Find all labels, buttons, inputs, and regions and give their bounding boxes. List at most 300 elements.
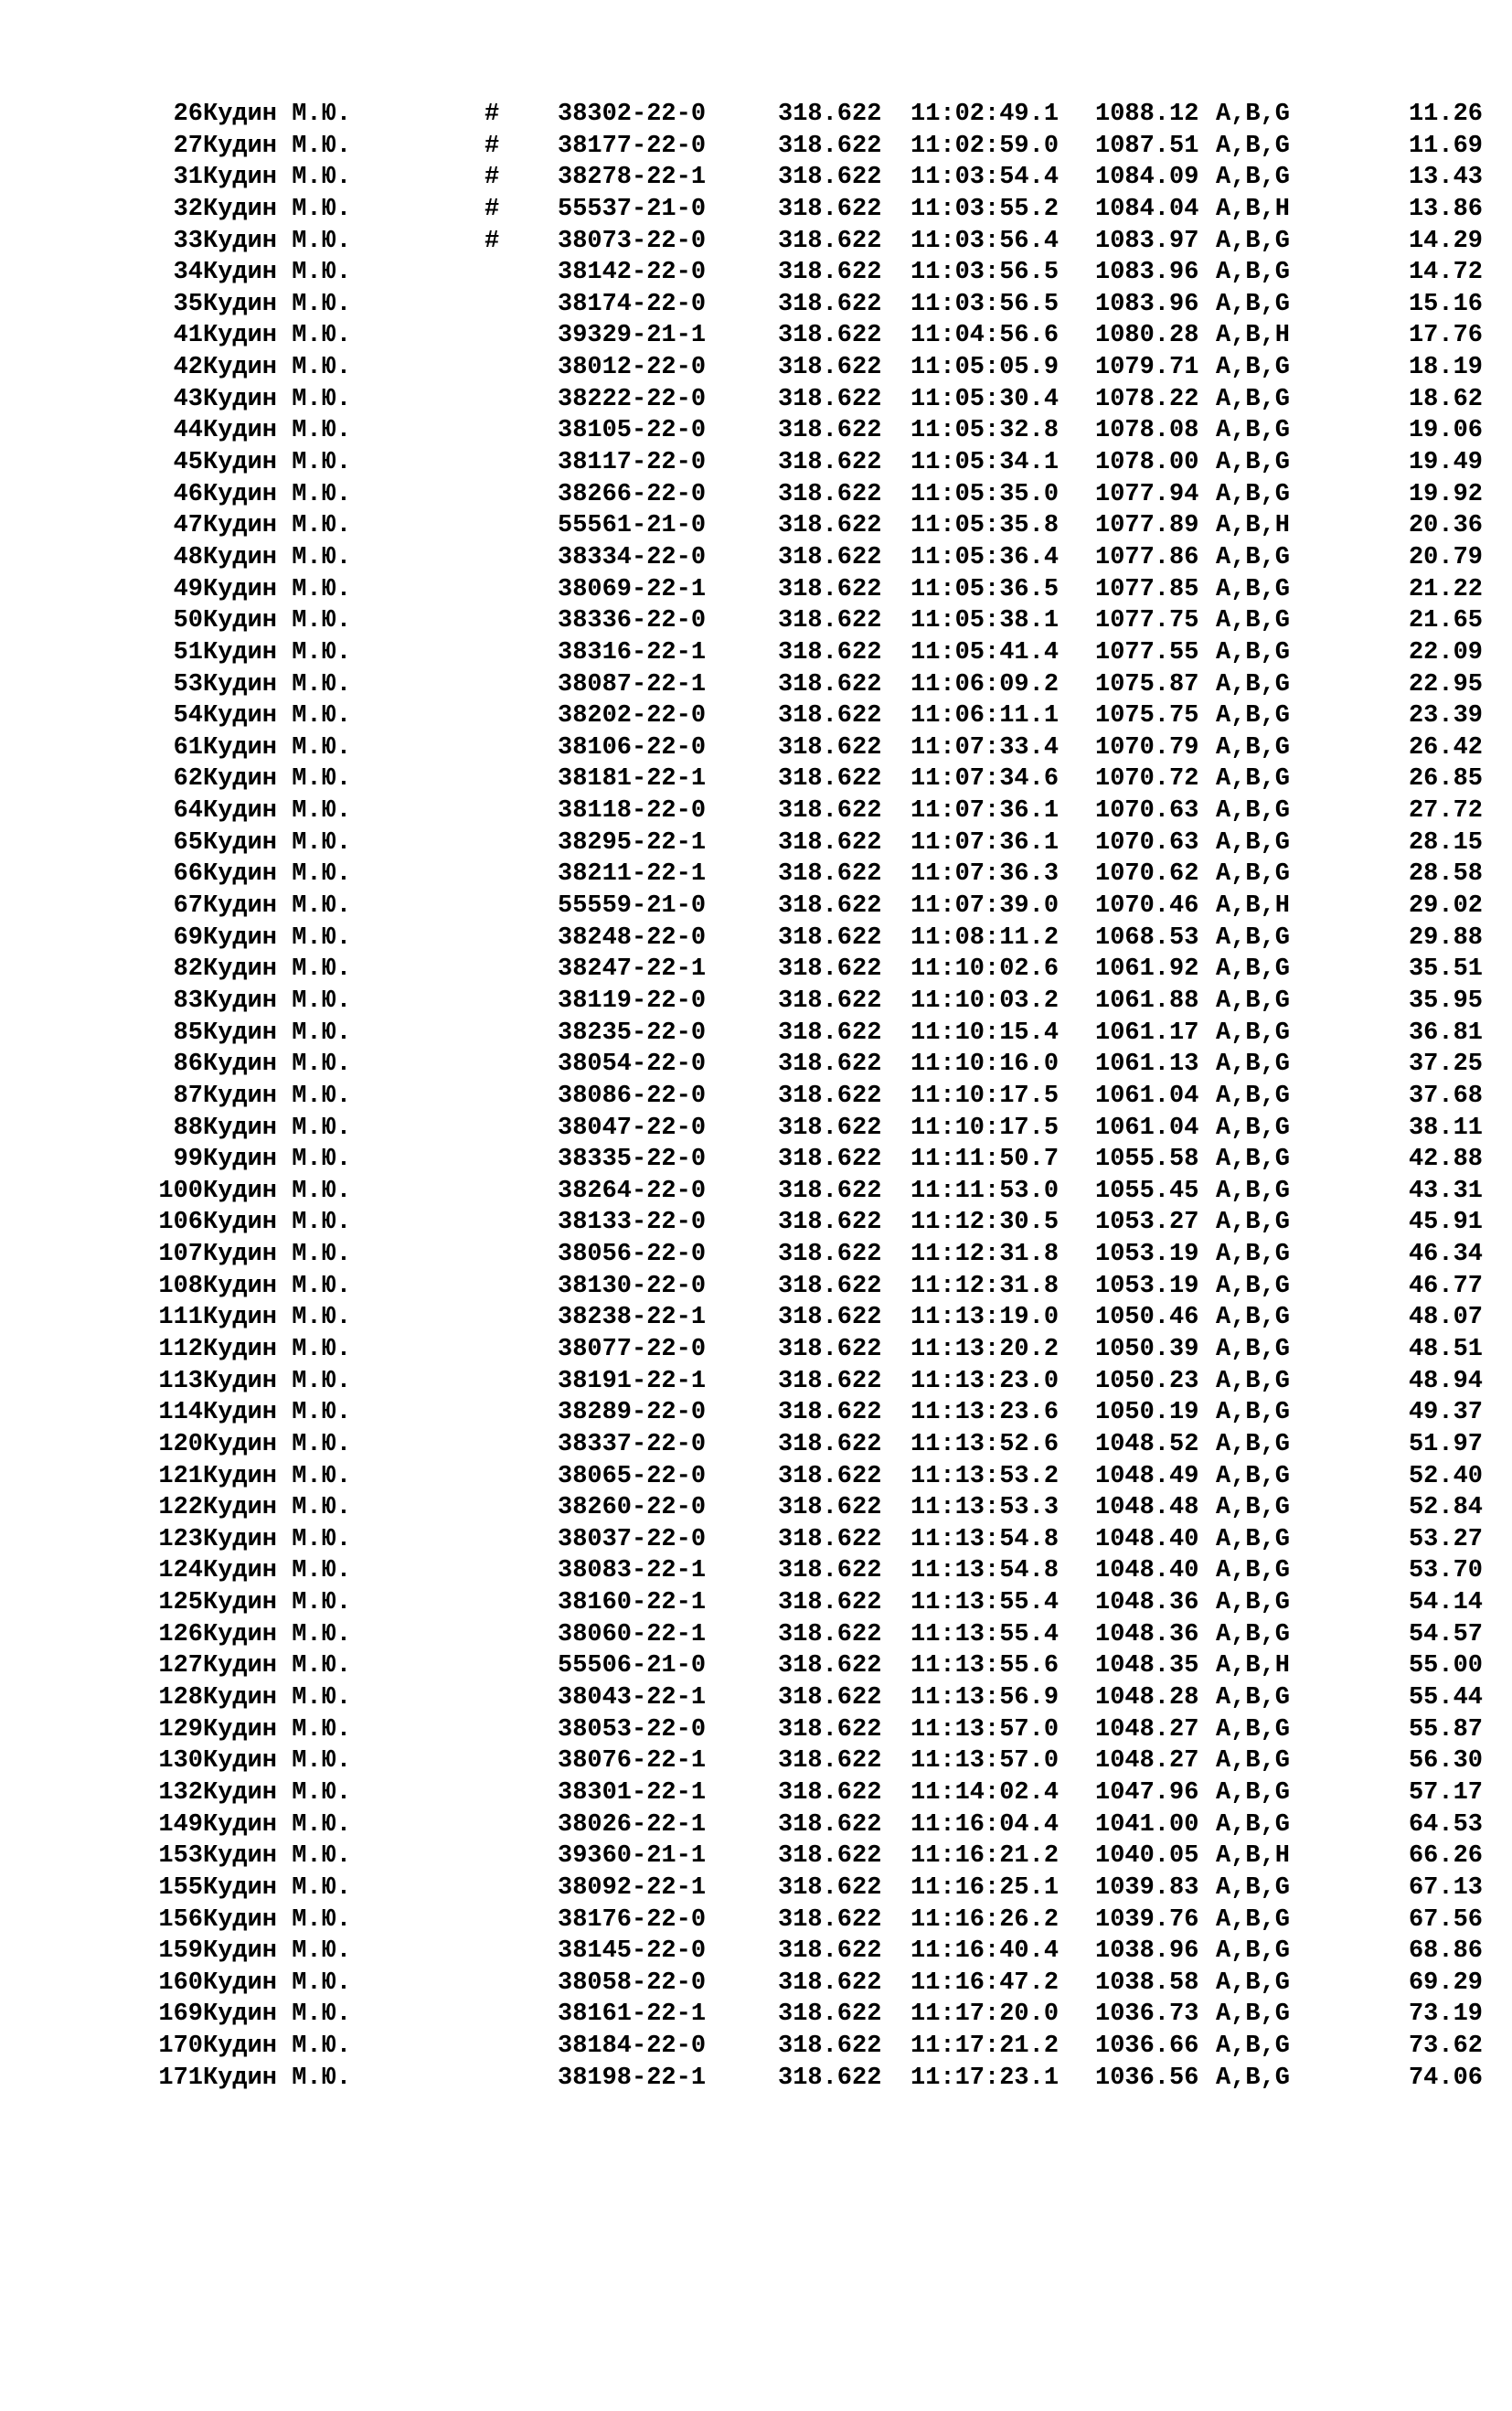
- quality-code: A,B,G: [1216, 1873, 1291, 1902]
- list-item: [0, 954, 1512, 986]
- list-item: [0, 226, 1512, 258]
- time-value: 11:03:54.4: [910, 164, 1059, 192]
- object-id: 38073-22-0: [558, 227, 707, 255]
- offset-value: 37.68: [1408, 1082, 1483, 1110]
- range-value: 1084.09: [1095, 164, 1199, 192]
- row-number: 156: [158, 1905, 203, 1934]
- time-value: 11:05:35.8: [910, 512, 1059, 540]
- time-value: 11:05:35.0: [910, 480, 1059, 508]
- object-id: 38211-22-1: [558, 860, 707, 889]
- object-id: 38076-22-1: [558, 1747, 707, 1776]
- observer-name: Кудин М.Ю.: [203, 290, 352, 318]
- time-value: 11:10:17.5: [910, 1082, 1059, 1110]
- object-id: 38181-22-1: [558, 765, 707, 794]
- quality-code: A,B,G: [1216, 2064, 1291, 2092]
- list-item: [0, 1872, 1512, 1904]
- object-id: 38145-22-0: [558, 1937, 707, 1966]
- offset-value: 15.16: [1408, 290, 1483, 318]
- time-value: 11:05:38.1: [910, 607, 1059, 635]
- object-id: 38117-22-0: [558, 449, 707, 477]
- flag-mark: #: [484, 195, 500, 223]
- observer-name: Кудин М.Ю.: [203, 638, 352, 667]
- day-value: 318.622: [778, 227, 882, 255]
- offset-value: 21.22: [1408, 575, 1483, 603]
- list-item: [0, 763, 1512, 795]
- time-value: 11:03:55.2: [910, 195, 1059, 223]
- observer-name: Кудин М.Ю.: [203, 1557, 352, 1585]
- observer-name: Кудин М.Ю.: [203, 1367, 352, 1395]
- day-value: 318.622: [778, 702, 882, 731]
- time-value: 11:10:17.5: [910, 1114, 1059, 1142]
- list-item: [0, 1840, 1512, 1872]
- object-id: 38278-22-1: [558, 164, 707, 192]
- day-value: 318.622: [778, 860, 882, 889]
- row-number: 45: [173, 449, 203, 477]
- observer-name: Кудин М.Ю.: [203, 987, 352, 1015]
- list-item: [0, 637, 1512, 669]
- day-value: 318.622: [778, 733, 882, 762]
- day-value: 318.622: [778, 1842, 882, 1871]
- offset-value: 67.56: [1408, 1905, 1483, 1934]
- row-number: 121: [158, 1462, 203, 1490]
- object-id: 38222-22-0: [558, 385, 707, 413]
- offset-value: 28.58: [1408, 860, 1483, 889]
- object-id: 38248-22-0: [558, 923, 707, 952]
- range-value: 1070.63: [1095, 797, 1199, 826]
- offset-value: 26.85: [1408, 765, 1483, 794]
- object-id: 38037-22-0: [558, 1525, 707, 1553]
- quality-code: A,B,G: [1216, 1778, 1291, 1807]
- offset-value: 35.95: [1408, 987, 1483, 1015]
- list-item: [0, 99, 1512, 131]
- quality-code: A,B,G: [1216, 860, 1291, 889]
- offset-value: 45.91: [1408, 1209, 1483, 1237]
- offset-value: 37.25: [1408, 1051, 1483, 1079]
- time-value: 11:02:49.1: [910, 101, 1059, 128]
- object-id: 55537-21-0: [558, 195, 707, 223]
- observer-name: Кудин М.Ю.: [203, 164, 352, 192]
- observer-name: Кудин М.Ю.: [203, 1430, 352, 1458]
- row-number: 86: [173, 1051, 203, 1079]
- row-number: 67: [173, 892, 203, 921]
- list-item: [0, 1587, 1512, 1619]
- day-value: 318.622: [778, 765, 882, 794]
- day-value: 318.622: [778, 1241, 882, 1269]
- range-value: 1070.63: [1095, 828, 1199, 857]
- observer-name: Кудин М.Ю.: [203, 670, 352, 699]
- day-value: 318.622: [778, 1968, 882, 1997]
- range-value: 1038.96: [1095, 1937, 1199, 1966]
- time-value: 11:13:57.0: [910, 1747, 1059, 1776]
- quality-code: A,B,G: [1216, 828, 1291, 857]
- time-value: 11:16:26.2: [910, 1905, 1059, 1934]
- range-value: 1039.76: [1095, 1905, 1199, 1934]
- day-value: 318.622: [778, 987, 882, 1015]
- range-value: 1048.49: [1095, 1462, 1199, 1490]
- offset-value: 64.53: [1408, 1810, 1483, 1839]
- row-number: 108: [158, 1272, 203, 1300]
- object-id: 38087-22-1: [558, 670, 707, 699]
- range-value: 1050.39: [1095, 1335, 1199, 1363]
- observer-name: Кудин М.Ю.: [203, 702, 352, 731]
- time-value: 11:16:21.2: [910, 1842, 1059, 1871]
- range-value: 1040.05: [1095, 1842, 1199, 1871]
- offset-value: 73.62: [1408, 2032, 1483, 2061]
- day-value: 318.622: [778, 1367, 882, 1395]
- day-value: 318.622: [778, 1525, 882, 1553]
- time-value: 11:13:55.6: [910, 1652, 1059, 1680]
- offset-value: 52.84: [1408, 1494, 1483, 1522]
- offset-value: 19.06: [1408, 417, 1483, 445]
- observer-name: Кудин М.Ю.: [203, 132, 352, 160]
- list-item: [0, 669, 1512, 701]
- time-value: 11:11:53.0: [910, 1177, 1059, 1205]
- day-value: 318.622: [778, 2064, 882, 2092]
- range-value: 1077.75: [1095, 607, 1199, 635]
- quality-code: A,B,G: [1216, 1715, 1291, 1744]
- observer-name: Кудин М.Ю.: [203, 512, 352, 540]
- observer-name: Кудин М.Ю.: [203, 385, 352, 413]
- range-value: 1050.46: [1095, 1304, 1199, 1332]
- day-value: 318.622: [778, 638, 882, 667]
- range-value: 1078.00: [1095, 449, 1199, 477]
- observer-name: Кудин М.Ю.: [203, 2032, 352, 2061]
- object-id: 38160-22-1: [558, 1589, 707, 1617]
- time-value: 11:13:55.4: [910, 1589, 1059, 1617]
- row-number: 125: [158, 1589, 203, 1617]
- range-value: 1084.04: [1095, 195, 1199, 223]
- row-number: 126: [158, 1620, 203, 1648]
- time-value: 11:16:47.2: [910, 1968, 1059, 1997]
- day-value: 318.622: [778, 1652, 882, 1680]
- quality-code: A,B,G: [1216, 354, 1291, 382]
- offset-value: 22.09: [1408, 638, 1483, 667]
- range-value: 1053.27: [1095, 1209, 1199, 1237]
- row-number: 120: [158, 1430, 203, 1458]
- object-id: 38316-22-1: [558, 638, 707, 667]
- day-value: 318.622: [778, 797, 882, 826]
- quality-code: A,B,G: [1216, 132, 1291, 160]
- list-item: [0, 1334, 1512, 1366]
- quality-code: A,B,G: [1216, 290, 1291, 318]
- observer-name: Кудин М.Ю.: [203, 101, 352, 128]
- observer-name: Кудин М.Ю.: [203, 955, 352, 984]
- range-value: 1061.92: [1095, 955, 1199, 984]
- row-number: 153: [158, 1842, 203, 1871]
- day-value: 318.622: [778, 1399, 882, 1427]
- flag-mark: #: [484, 132, 500, 160]
- day-value: 318.622: [778, 1873, 882, 1902]
- object-id: 38142-22-0: [558, 259, 707, 287]
- day-value: 318.622: [778, 1430, 882, 1458]
- observer-name: Кудин М.Ю.: [203, 923, 352, 952]
- offset-value: 43.31: [1408, 1177, 1483, 1205]
- time-value: 11:05:41.4: [910, 638, 1059, 667]
- quality-code: A,B,G: [1216, 1367, 1291, 1395]
- quality-code: A,B,G: [1216, 1937, 1291, 1966]
- quality-code: A,B,G: [1216, 1968, 1291, 1997]
- observer-name: Кудин М.Ю.: [203, 1462, 352, 1490]
- offset-value: 35.51: [1408, 955, 1483, 984]
- offset-value: 73.19: [1408, 2000, 1483, 2029]
- document-page: [0, 99, 1512, 2094]
- time-value: 11:17:20.0: [910, 2000, 1059, 2029]
- day-value: 318.622: [778, 1620, 882, 1648]
- row-number: 170: [158, 2032, 203, 2061]
- object-id: 38054-22-0: [558, 1051, 707, 1079]
- object-id: 38184-22-0: [558, 2032, 707, 2061]
- object-id: 38058-22-0: [558, 1968, 707, 1997]
- day-value: 318.622: [778, 1272, 882, 1300]
- time-value: 11:03:56.5: [910, 290, 1059, 318]
- time-value: 11:05:30.4: [910, 385, 1059, 413]
- object-id: 38083-22-1: [558, 1557, 707, 1585]
- offset-value: 42.88: [1408, 1146, 1483, 1174]
- list-item: [0, 1492, 1512, 1524]
- day-value: 318.622: [778, 1715, 882, 1744]
- row-number: 62: [173, 765, 203, 794]
- observer-name: Кудин М.Ю.: [203, 1715, 352, 1744]
- list-item: [0, 2031, 1512, 2063]
- object-id: 38247-22-1: [558, 955, 707, 984]
- range-value: 1070.46: [1095, 892, 1199, 921]
- list-item: [0, 1429, 1512, 1461]
- range-value: 1080.28: [1095, 322, 1199, 350]
- range-value: 1048.36: [1095, 1620, 1199, 1648]
- observer-name: Кудин М.Ю.: [203, 1525, 352, 1553]
- list-item: [0, 131, 1512, 163]
- day-value: 318.622: [778, 322, 882, 350]
- range-value: 1077.89: [1095, 512, 1199, 540]
- day-value: 318.622: [778, 512, 882, 540]
- time-value: 11:06:11.1: [910, 702, 1059, 731]
- quality-code: A,B,G: [1216, 1114, 1291, 1142]
- object-id: 38056-22-0: [558, 1241, 707, 1269]
- list-item: [0, 891, 1512, 923]
- object-id: 55559-21-0: [558, 892, 707, 921]
- range-value: 1083.96: [1095, 290, 1199, 318]
- list-item: [0, 1081, 1512, 1113]
- row-number: 149: [158, 1810, 203, 1839]
- list-item: [0, 923, 1512, 955]
- row-number: 26: [173, 101, 203, 128]
- range-value: 1038.58: [1095, 1968, 1199, 1997]
- range-value: 1055.58: [1095, 1146, 1199, 1174]
- time-value: 11:05:36.4: [910, 543, 1059, 571]
- observer-name: Кудин М.Ю.: [203, 1589, 352, 1617]
- object-id: 38295-22-1: [558, 828, 707, 857]
- observer-name: Кудин М.Ю.: [203, 1620, 352, 1648]
- range-value: 1061.88: [1095, 987, 1199, 1015]
- quality-code: A,B,G: [1216, 1304, 1291, 1332]
- time-value: 11:13:52.6: [910, 1430, 1059, 1458]
- object-id: 38133-22-0: [558, 1209, 707, 1237]
- time-value: 11:16:40.4: [910, 1937, 1059, 1966]
- range-value: 1039.83: [1095, 1873, 1199, 1902]
- quality-code: A,B,H: [1216, 1842, 1291, 1871]
- range-value: 1048.40: [1095, 1557, 1199, 1585]
- time-value: 11:16:25.1: [910, 1873, 1059, 1902]
- day-value: 318.622: [778, 2000, 882, 2029]
- range-value: 1041.00: [1095, 1810, 1199, 1839]
- observer-name: Кудин М.Ю.: [203, 480, 352, 508]
- object-id: 38260-22-0: [558, 1494, 707, 1522]
- time-value: 11:12:30.5: [910, 1209, 1059, 1237]
- quality-code: A,B,G: [1216, 1684, 1291, 1712]
- time-value: 11:12:31.8: [910, 1272, 1059, 1300]
- row-number: 171: [158, 2064, 203, 2092]
- offset-value: 20.36: [1408, 512, 1483, 540]
- day-value: 318.622: [778, 164, 882, 192]
- quality-code: A,B,G: [1216, 702, 1291, 731]
- row-number: 48: [173, 543, 203, 571]
- day-value: 318.622: [778, 1589, 882, 1617]
- row-number: 85: [173, 1019, 203, 1047]
- quality-code: A,B,G: [1216, 607, 1291, 635]
- object-id: 38202-22-0: [558, 702, 707, 731]
- time-value: 11:11:50.7: [910, 1146, 1059, 1174]
- list-item: [0, 384, 1512, 416]
- offset-value: 27.72: [1408, 797, 1483, 826]
- quality-code: A,B,G: [1216, 1082, 1291, 1110]
- row-number: 100: [158, 1177, 203, 1205]
- object-id: 38069-22-1: [558, 575, 707, 603]
- observer-name: Кудин М.Ю.: [203, 195, 352, 223]
- observer-name: Кудин М.Ю.: [203, 1335, 352, 1363]
- day-value: 318.622: [778, 1747, 882, 1776]
- time-value: 11:03:56.5: [910, 259, 1059, 287]
- observer-name: Кудин М.Ю.: [203, 797, 352, 826]
- time-value: 11:06:09.2: [910, 670, 1059, 699]
- range-value: 1077.86: [1095, 543, 1199, 571]
- list-item: [0, 1936, 1512, 1968]
- observer-name: Кудин М.Ю.: [203, 259, 352, 287]
- list-item: [0, 1018, 1512, 1050]
- range-value: 1047.96: [1095, 1778, 1199, 1807]
- quality-code: A,B,G: [1216, 1241, 1291, 1269]
- time-value: 11:13:57.0: [910, 1715, 1059, 1744]
- observer-name: Кудин М.Ю.: [203, 1905, 352, 1934]
- list-item: [0, 732, 1512, 764]
- list-item: [0, 1968, 1512, 2000]
- range-value: 1048.36: [1095, 1589, 1199, 1617]
- object-id: 55561-21-0: [558, 512, 707, 540]
- time-value: 11:07:36.1: [910, 797, 1059, 826]
- quality-code: A,B,G: [1216, 1747, 1291, 1776]
- observer-name: Кудин М.Ю.: [203, 1209, 352, 1237]
- offset-value: 53.70: [1408, 1557, 1483, 1585]
- day-value: 318.622: [778, 1335, 882, 1363]
- offset-value: 23.39: [1408, 702, 1483, 731]
- row-number: 111: [158, 1304, 203, 1332]
- list-item: [0, 415, 1512, 447]
- row-number: 87: [173, 1082, 203, 1110]
- range-value: 1048.35: [1095, 1652, 1199, 1680]
- time-value: 11:05:32.8: [910, 417, 1059, 445]
- day-value: 318.622: [778, 1051, 882, 1079]
- row-number: 114: [158, 1399, 203, 1427]
- range-value: 1077.55: [1095, 638, 1199, 667]
- range-value: 1083.97: [1095, 227, 1199, 255]
- quality-code: A,B,G: [1216, 575, 1291, 603]
- range-value: 1050.19: [1095, 1399, 1199, 1427]
- day-value: 318.622: [778, 1557, 882, 1585]
- observer-name: Кудин М.Ю.: [203, 1494, 352, 1522]
- range-value: 1050.23: [1095, 1367, 1199, 1395]
- range-value: 1053.19: [1095, 1241, 1199, 1269]
- observer-name: Кудин М.Ю.: [203, 1937, 352, 1966]
- row-number: 66: [173, 860, 203, 889]
- row-number: 33: [173, 227, 203, 255]
- observer-name: Кудин М.Ю.: [203, 1272, 352, 1300]
- time-value: 11:17:21.2: [910, 2032, 1059, 2061]
- list-item: [0, 289, 1512, 321]
- observer-name: Кудин М.Ю.: [203, 1019, 352, 1047]
- day-value: 318.622: [778, 290, 882, 318]
- range-value: 1077.94: [1095, 480, 1199, 508]
- row-number: 44: [173, 417, 203, 445]
- day-value: 318.622: [778, 923, 882, 952]
- list-item: [0, 700, 1512, 732]
- time-value: 11:17:23.1: [910, 2064, 1059, 2092]
- object-id: 38301-22-1: [558, 1778, 707, 1807]
- range-value: 1075.75: [1095, 702, 1199, 731]
- list-item: [0, 257, 1512, 289]
- offset-value: 48.51: [1408, 1335, 1483, 1363]
- list-item: [0, 986, 1512, 1018]
- object-id: 38336-22-0: [558, 607, 707, 635]
- offset-value: 13.86: [1408, 195, 1483, 223]
- time-value: 11:02:59.0: [910, 132, 1059, 160]
- object-id: 38106-22-0: [558, 733, 707, 762]
- time-value: 11:13:19.0: [910, 1304, 1059, 1332]
- object-id: 38337-22-0: [558, 1430, 707, 1458]
- quality-code: A,B,G: [1216, 1589, 1291, 1617]
- object-id: 38177-22-0: [558, 132, 707, 160]
- quality-code: A,B,G: [1216, 987, 1291, 1015]
- quality-code: A,B,H: [1216, 322, 1291, 350]
- object-id: 39329-21-1: [558, 322, 707, 350]
- observer-name: Кудин М.Ю.: [203, 1684, 352, 1712]
- row-number: 99: [173, 1146, 203, 1174]
- list-item: [0, 859, 1512, 891]
- day-value: 318.622: [778, 1019, 882, 1047]
- day-value: 318.622: [778, 1146, 882, 1174]
- row-number: 122: [158, 1494, 203, 1522]
- list-item: [0, 162, 1512, 194]
- time-value: 11:07:39.0: [910, 892, 1059, 921]
- offset-value: 53.27: [1408, 1525, 1483, 1553]
- list-item: [0, 320, 1512, 352]
- object-id: 38302-22-0: [558, 101, 707, 128]
- offset-value: 55.00: [1408, 1652, 1483, 1680]
- offset-value: 11.26: [1408, 101, 1483, 128]
- offset-value: 54.57: [1408, 1620, 1483, 1648]
- object-id: 38012-22-0: [558, 354, 707, 382]
- offset-value: 14.72: [1408, 259, 1483, 287]
- object-id: 55506-21-0: [558, 1652, 707, 1680]
- row-number: 107: [158, 1241, 203, 1269]
- row-number: 132: [158, 1778, 203, 1807]
- object-id: 38191-22-1: [558, 1367, 707, 1395]
- range-value: 1061.13: [1095, 1051, 1199, 1079]
- row-number: 82: [173, 955, 203, 984]
- observer-name: Кудин М.Ю.: [203, 1810, 352, 1839]
- range-value: 1036.66: [1095, 2032, 1199, 2061]
- object-id: 38077-22-0: [558, 1335, 707, 1363]
- list-item: [0, 542, 1512, 574]
- day-value: 318.622: [778, 1494, 882, 1522]
